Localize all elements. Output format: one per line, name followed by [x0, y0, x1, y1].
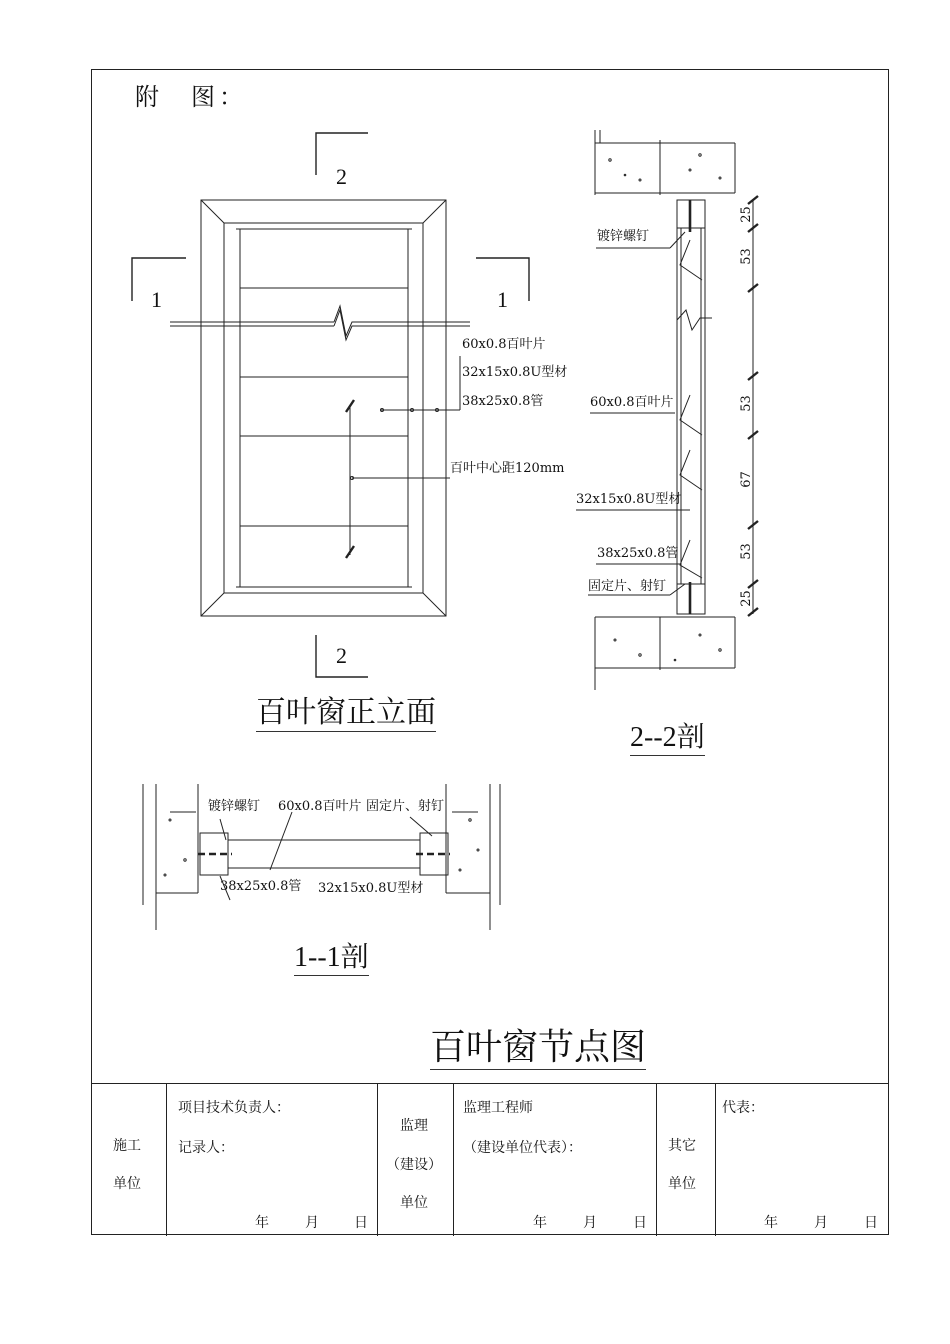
dimension-label: 53	[738, 248, 754, 265]
section-mark-top: 2	[336, 164, 347, 189]
callout-2-2-tube: 38x25x0.8管	[597, 546, 679, 561]
supervision-label-2: （建设）	[386, 1157, 442, 1173]
date-month: 月	[583, 1215, 597, 1231]
section-1-1-title: 1--1剖	[294, 944, 369, 976]
callout-2-2-u-profile: 32x15x0.8U型材	[576, 492, 682, 507]
supervision-label-1: 监理	[400, 1118, 428, 1134]
date-year: 年	[764, 1215, 778, 1231]
date-day: 日	[633, 1215, 647, 1231]
callout-blade-spacing: 百叶中心距120mm	[450, 461, 565, 476]
supervisor-field: 监理工程师	[463, 1100, 533, 1116]
date-month: 月	[305, 1215, 319, 1231]
recorder-field: 记录人：	[178, 1140, 234, 1156]
dimension-label: 53	[738, 395, 754, 412]
dimension-label: 67	[738, 471, 754, 488]
callout-1-1-fixing: 固定片、射钉	[366, 799, 445, 814]
other-unit-label-2: 单位	[668, 1176, 696, 1192]
front-view-title: 百叶窗正立面	[256, 695, 436, 730]
dimension-label: 53	[738, 543, 754, 560]
callout-1-1-u-profile: 32x15x0.8U型材	[318, 881, 424, 896]
date-day: 日	[864, 1215, 878, 1231]
callout-2-2-fixing: 固定片、射钉	[588, 579, 667, 594]
section-mark-right: 1	[497, 287, 508, 312]
callout-tube: 38x25x0.8管	[462, 394, 544, 409]
callout-1-1-tube: 38x25x0.8管	[220, 879, 302, 894]
dimension-label: 25	[738, 206, 754, 223]
callout-u-profile: 32x15x0.8U型材	[462, 365, 568, 380]
tech-lead-field: 项目技术负责人：	[178, 1100, 290, 1116]
section-2-2-title: 2--2剖	[630, 724, 705, 756]
callout-2-2-blade: 60x0.8百叶片	[590, 395, 674, 410]
date-month: 月	[814, 1215, 828, 1231]
callout-louver-blade: 60x0.8百叶片	[462, 337, 546, 352]
date-year: 年	[533, 1215, 547, 1231]
callout-1-1-screw: 镀锌螺钉	[208, 799, 261, 814]
date-year: 年	[255, 1215, 269, 1231]
other-unit-label-1: 其它	[668, 1138, 696, 1154]
callout-2-2-screw: 镀锌螺钉	[597, 229, 650, 244]
attachment-label: 附 图：	[135, 83, 247, 111]
drawing-title: 百叶窗节点图	[430, 1027, 647, 1068]
callout-1-1-blade: 60x0.8百叶片	[278, 799, 362, 814]
dimension-label: 25	[738, 590, 754, 607]
construction-unit-label-1: 施工	[113, 1138, 141, 1154]
representative-field: 代表：	[722, 1100, 764, 1116]
supervision-label-3: 单位	[400, 1195, 428, 1211]
construction-unit-label-2: 单位	[113, 1176, 141, 1192]
section-mark-bottom: 2	[336, 643, 347, 668]
date-day: 日	[354, 1215, 368, 1231]
section-mark-left: 1	[151, 287, 162, 312]
owner-rep-field: （建设单位代表）：	[463, 1140, 582, 1156]
